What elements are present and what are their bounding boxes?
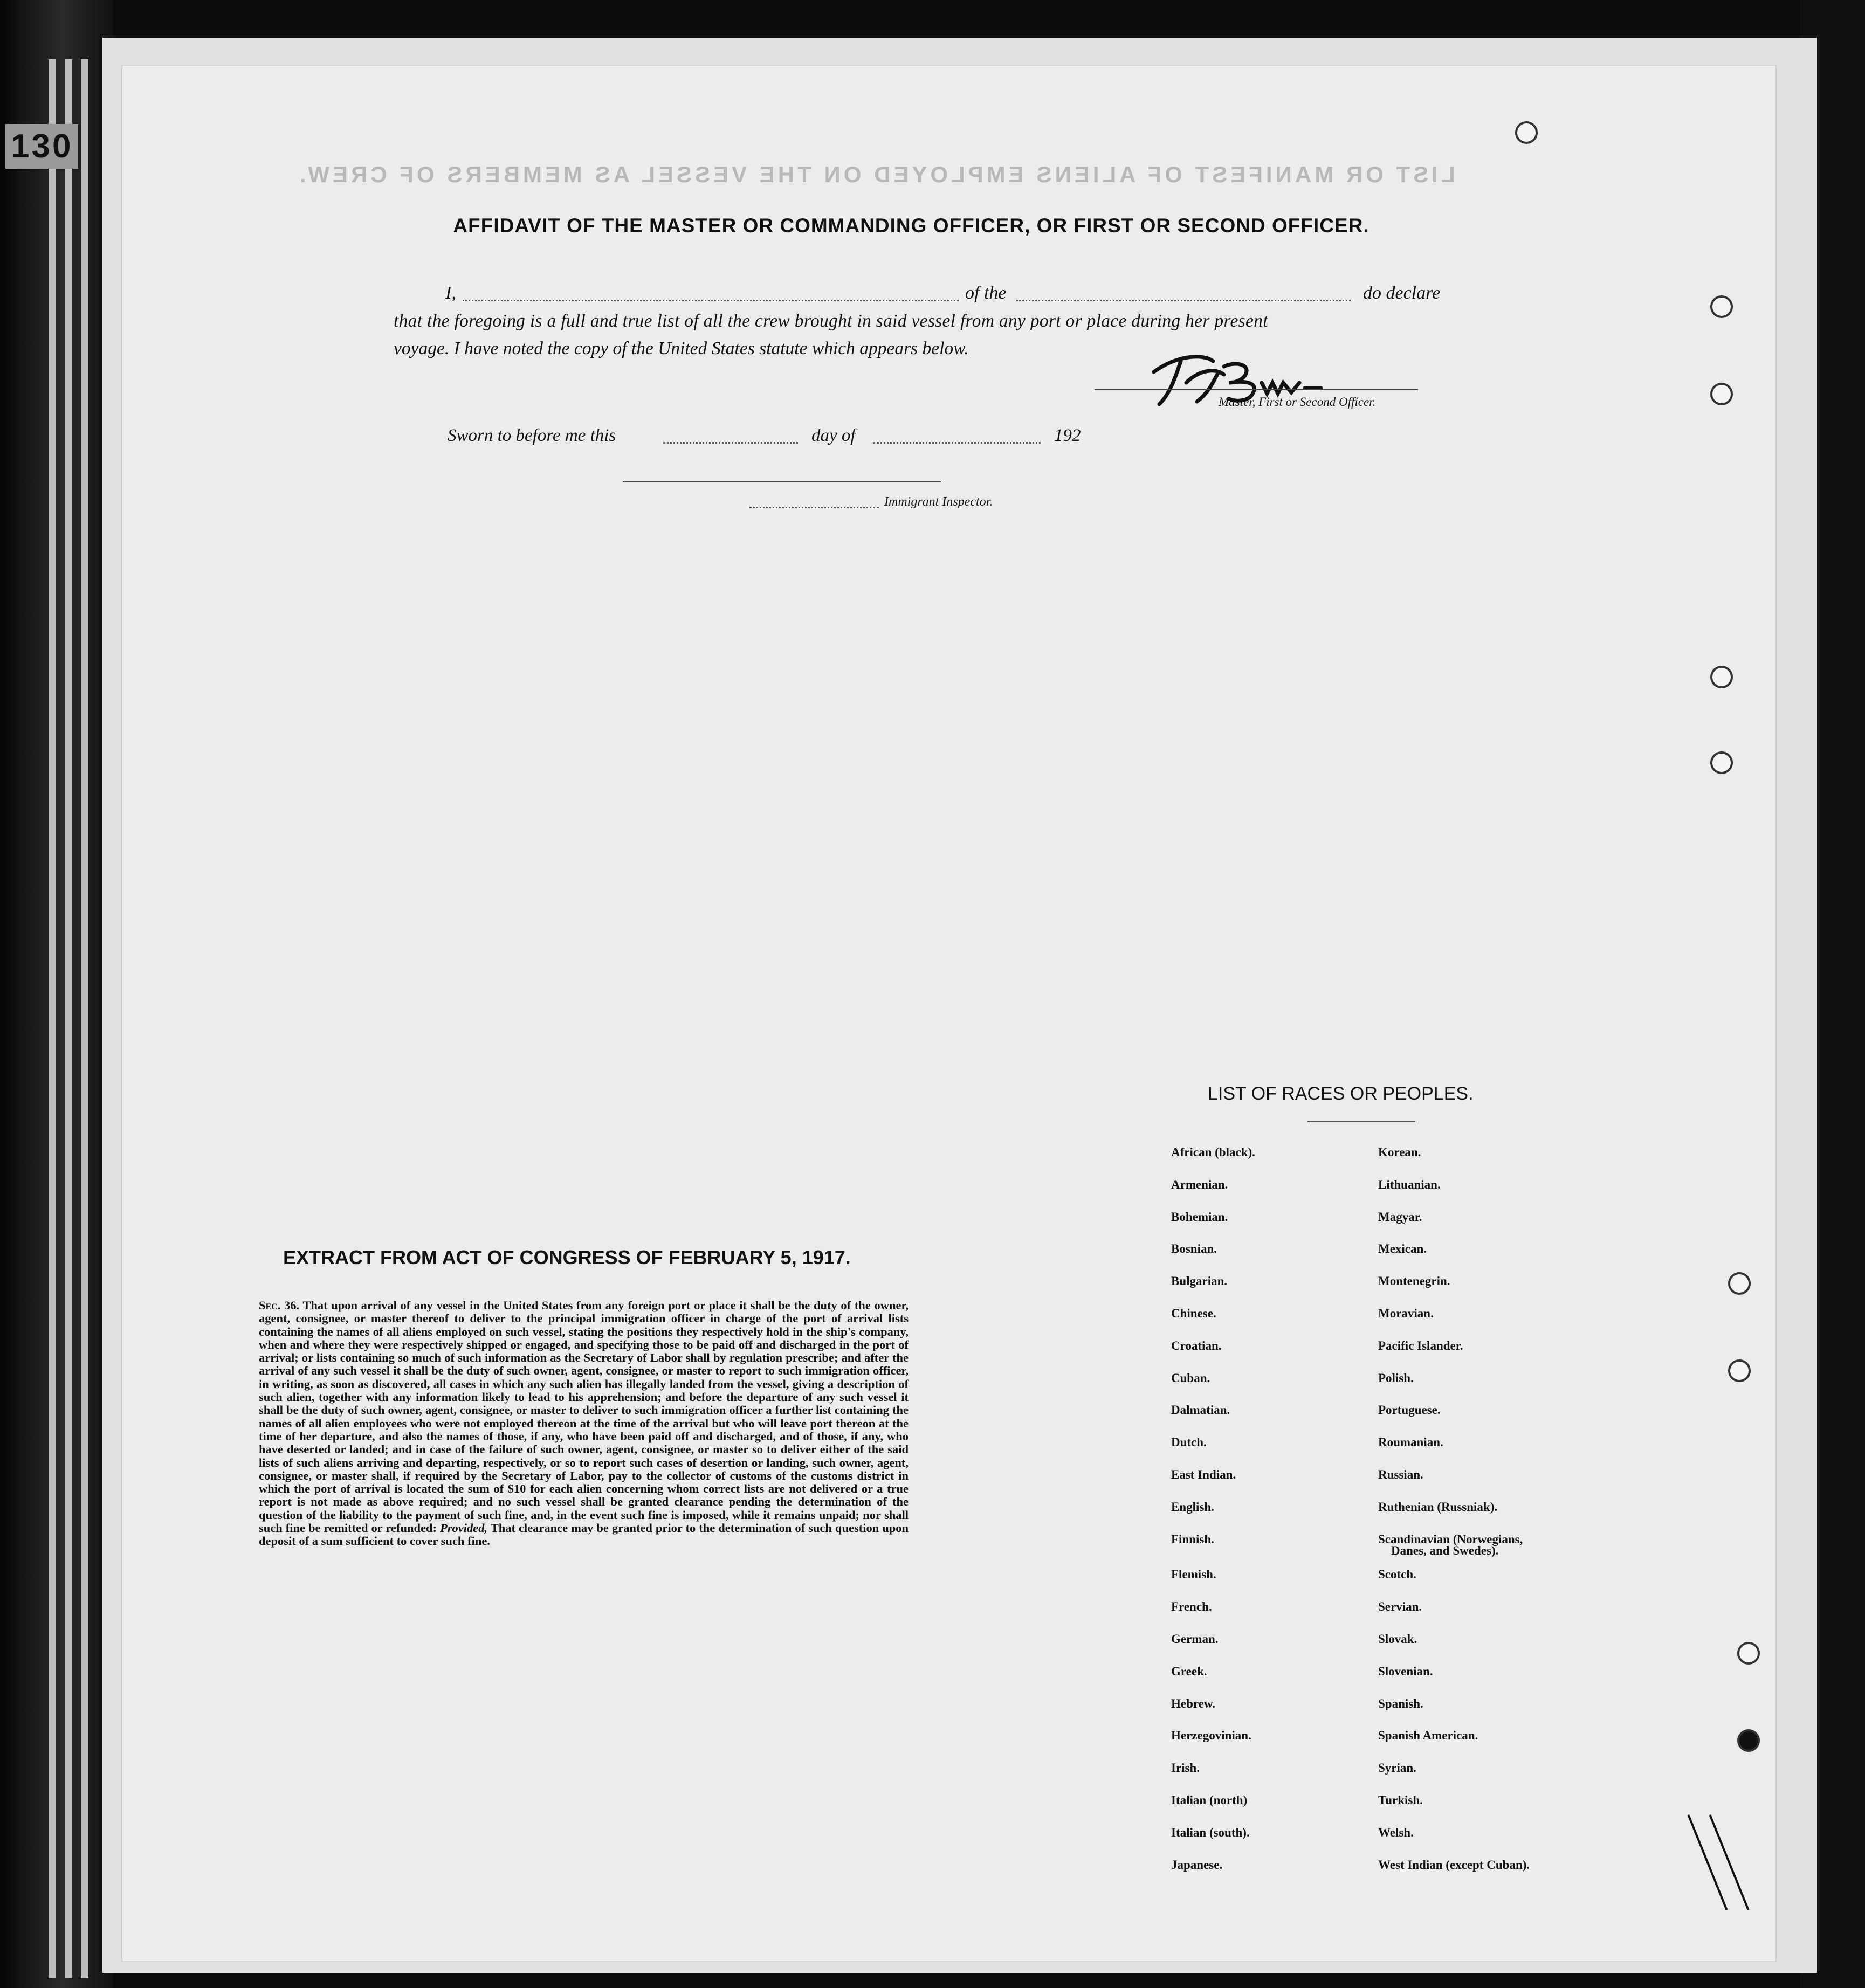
affidavit-i: I, <box>445 283 456 303</box>
race-item: Magyar. <box>1378 1210 1422 1224</box>
race-item: Syrian. <box>1378 1761 1416 1775</box>
race-item: Japanese. <box>1171 1858 1223 1872</box>
race-item: Bosnian. <box>1171 1242 1217 1256</box>
signature-line <box>1095 389 1418 390</box>
race-item: Finnish. <box>1171 1532 1214 1546</box>
page-edge <box>65 59 72 1978</box>
race-item: Roumanian. <box>1378 1435 1443 1449</box>
binder-strip <box>0 0 113 1988</box>
punch-hole <box>1710 751 1733 774</box>
punch-hole <box>1728 1359 1751 1382</box>
race-item: Pacific Islander. <box>1378 1338 1463 1352</box>
race-item: African (black). <box>1171 1145 1255 1159</box>
race-item: Korean. <box>1378 1145 1421 1159</box>
race-item: Scotch. <box>1378 1568 1416 1582</box>
race-item: Italian (south). <box>1171 1825 1250 1839</box>
races-title-rule <box>1307 1121 1415 1122</box>
race-item: Lithuanian. <box>1378 1177 1441 1191</box>
sworn-day-blank <box>663 442 798 444</box>
race-item: Greek. <box>1171 1664 1207 1678</box>
inspector-caption: Immigrant Inspector. <box>884 495 993 509</box>
race-item: Portuguese. <box>1378 1403 1441 1417</box>
page-edge <box>81 59 88 1978</box>
race-item: French. <box>1171 1600 1212 1614</box>
race-item: Bohemian. <box>1171 1210 1228 1224</box>
race-item: Slovak. <box>1378 1632 1417 1646</box>
race-item-continuation: Danes, and Swedes). <box>1391 1544 1499 1557</box>
punch-hole <box>1728 1272 1751 1295</box>
punch-hole <box>1737 1642 1760 1665</box>
race-item: Bulgarian. <box>1171 1274 1228 1288</box>
sworn-day-of: day of <box>811 426 856 445</box>
race-item: Croatian. <box>1171 1338 1222 1352</box>
punch-hole <box>1710 666 1733 688</box>
punch-hole <box>1515 121 1538 144</box>
sworn-text: Sworn to before me this <box>448 426 616 445</box>
race-item: Irish. <box>1171 1761 1200 1775</box>
extract-title: EXTRACT FROM ACT OF CONGRESS OF FEBRUARY 5, 1917. <box>283 1246 851 1268</box>
race-item: Ruthenian (Russniak). <box>1378 1500 1498 1514</box>
race-item: Hebrew. <box>1171 1696 1215 1710</box>
affidavit-title <box>0 215 1833 237</box>
provided-word: Provided, <box>439 1521 488 1535</box>
race-item: Spanish. <box>1378 1696 1423 1710</box>
page-edge <box>49 59 56 1978</box>
race-item: Montenegrin. <box>1378 1274 1450 1288</box>
punch-hole <box>1737 1729 1760 1752</box>
sworn-year: 192 <box>1054 426 1081 445</box>
race-item: German. <box>1171 1632 1219 1646</box>
race-item: Cuban. <box>1171 1371 1210 1385</box>
race-item: Scandinavian (Norwegians, <box>1378 1532 1523 1546</box>
races-title: LIST OF RACES OR PEOPLES. <box>1208 1083 1474 1104</box>
sworn-month-blank <box>873 442 1041 444</box>
bleed-through-header: LIST OR MANIFEST OF ALIENS EMPLOYED ON THE VESSEL AS MEMBERS OF CREW. <box>297 162 1455 187</box>
race-item: Welsh. <box>1378 1825 1414 1839</box>
vessel-blank <box>1016 300 1351 301</box>
affidavit-declare: do declare <box>1363 283 1441 303</box>
name-blank <box>463 300 959 301</box>
master-caption: Master, First or Second Officer. <box>1219 395 1376 409</box>
race-item: Mexican. <box>1378 1242 1427 1256</box>
race-item: Turkish. <box>1378 1793 1423 1807</box>
section-label: Sec. 36. <box>259 1299 300 1312</box>
binder-label: 130 <box>5 124 78 169</box>
race-item: East Indian. <box>1171 1468 1236 1481</box>
affidavit-of-the: of the <box>965 283 1007 303</box>
race-item: Russian. <box>1378 1468 1423 1481</box>
race-item: Dalmatian. <box>1171 1403 1230 1417</box>
race-item: Armenian. <box>1171 1177 1228 1191</box>
section-tail: That clearance may be granted prior to the determination of such question upon deposit of a sum sufficient to cover such fine. <box>259 1521 909 1548</box>
extract-body <box>259 1299 909 1548</box>
race-item: Chinese. <box>1171 1307 1216 1320</box>
race-item: Flemish. <box>1171 1568 1216 1582</box>
affidavit-line2: that the foregoing is a full and true list of all the crew brought in said vessel from any port or place during her present <box>394 311 1268 331</box>
race-item: Servian. <box>1378 1600 1422 1614</box>
section-text: That upon arrival of any vessel in the United States from any foreign port or place it shall be the duty of the owner, agent, consignee, or master thereof to deliver to the principal immigration officer in charge of the port of arrival lists containing the names of all aliens employed on such vessel, stating the positions they respectively hold in the ship's company, when and where they were respectively shipped or engaged, and specifying those to be paid off and discharged in the port of arrival; or lists containing so much of such information as the Secretary of Labor shall by regulation prescribe; and after the arrival of any such vessel it shall be the duty of such owner, agent, consignee, or master to report to such immigration officer, in writing, as soon as discovered, all cases in which any such alien has illegally landed from the vessel, giving a description of such alien, together with any information likely to lead to his apprehension; and before the departure of any such vessel it shall be the duty of such owner, agent, consignee, or master to deliver to such immigration officer a further list containing the names of all alien employees who were not employed thereon at the time of the arrival but who will leave port thereon at the time of her departure, and also the names of those, if any, who have been paid off and discharged, and of those, if any, who have deserted or landed; and in case of the failure of such owner, agent, consignee, or master so to deliver either of the said lists of such aliens arriving and departing, respectively, or so to report such cases of desertion or landing, such owner, agent, consignee, or master shall, if required by the Secretary of Labor, pay to the collector of customs of the customs district in which the port of arrival is located the sum of $10 for each alien concerning whom correct lists are not delivered or a true report is not made as above required; and no such vessel shall be granted clearance pending the determination of the question of the liability to the payment of such fine, and, in the event such fine is imposed, while it remains unpaid; nor shall such fine be remitted or refunded: <box>259 1299 909 1535</box>
punch-hole <box>1710 295 1733 318</box>
affidavit-line3: voyage. I have noted the copy of the United States statute which appears below. <box>394 339 969 358</box>
race-item: Polish. <box>1378 1371 1414 1385</box>
race-item: Spanish American. <box>1378 1729 1478 1743</box>
race-item: English. <box>1171 1500 1214 1514</box>
race-item: Herzegovinian. <box>1171 1729 1251 1743</box>
race-item: Dutch. <box>1171 1435 1207 1449</box>
race-item: Italian (north) <box>1171 1793 1248 1807</box>
punch-hole <box>1710 383 1733 405</box>
inspector-line-2 <box>749 507 879 508</box>
affidavit-title-text: AFFIDAVIT OF THE MASTER OR COMMANDING OFFICER, OR FIRST OR SECOND OFFICER. <box>453 215 1369 237</box>
race-item: Moravian. <box>1378 1307 1434 1320</box>
race-item: Slovenian. <box>1378 1664 1433 1678</box>
race-item: West Indian (except Cuban). <box>1378 1858 1530 1872</box>
scan-border-top <box>0 0 1865 43</box>
inspector-line-1 <box>623 481 941 482</box>
